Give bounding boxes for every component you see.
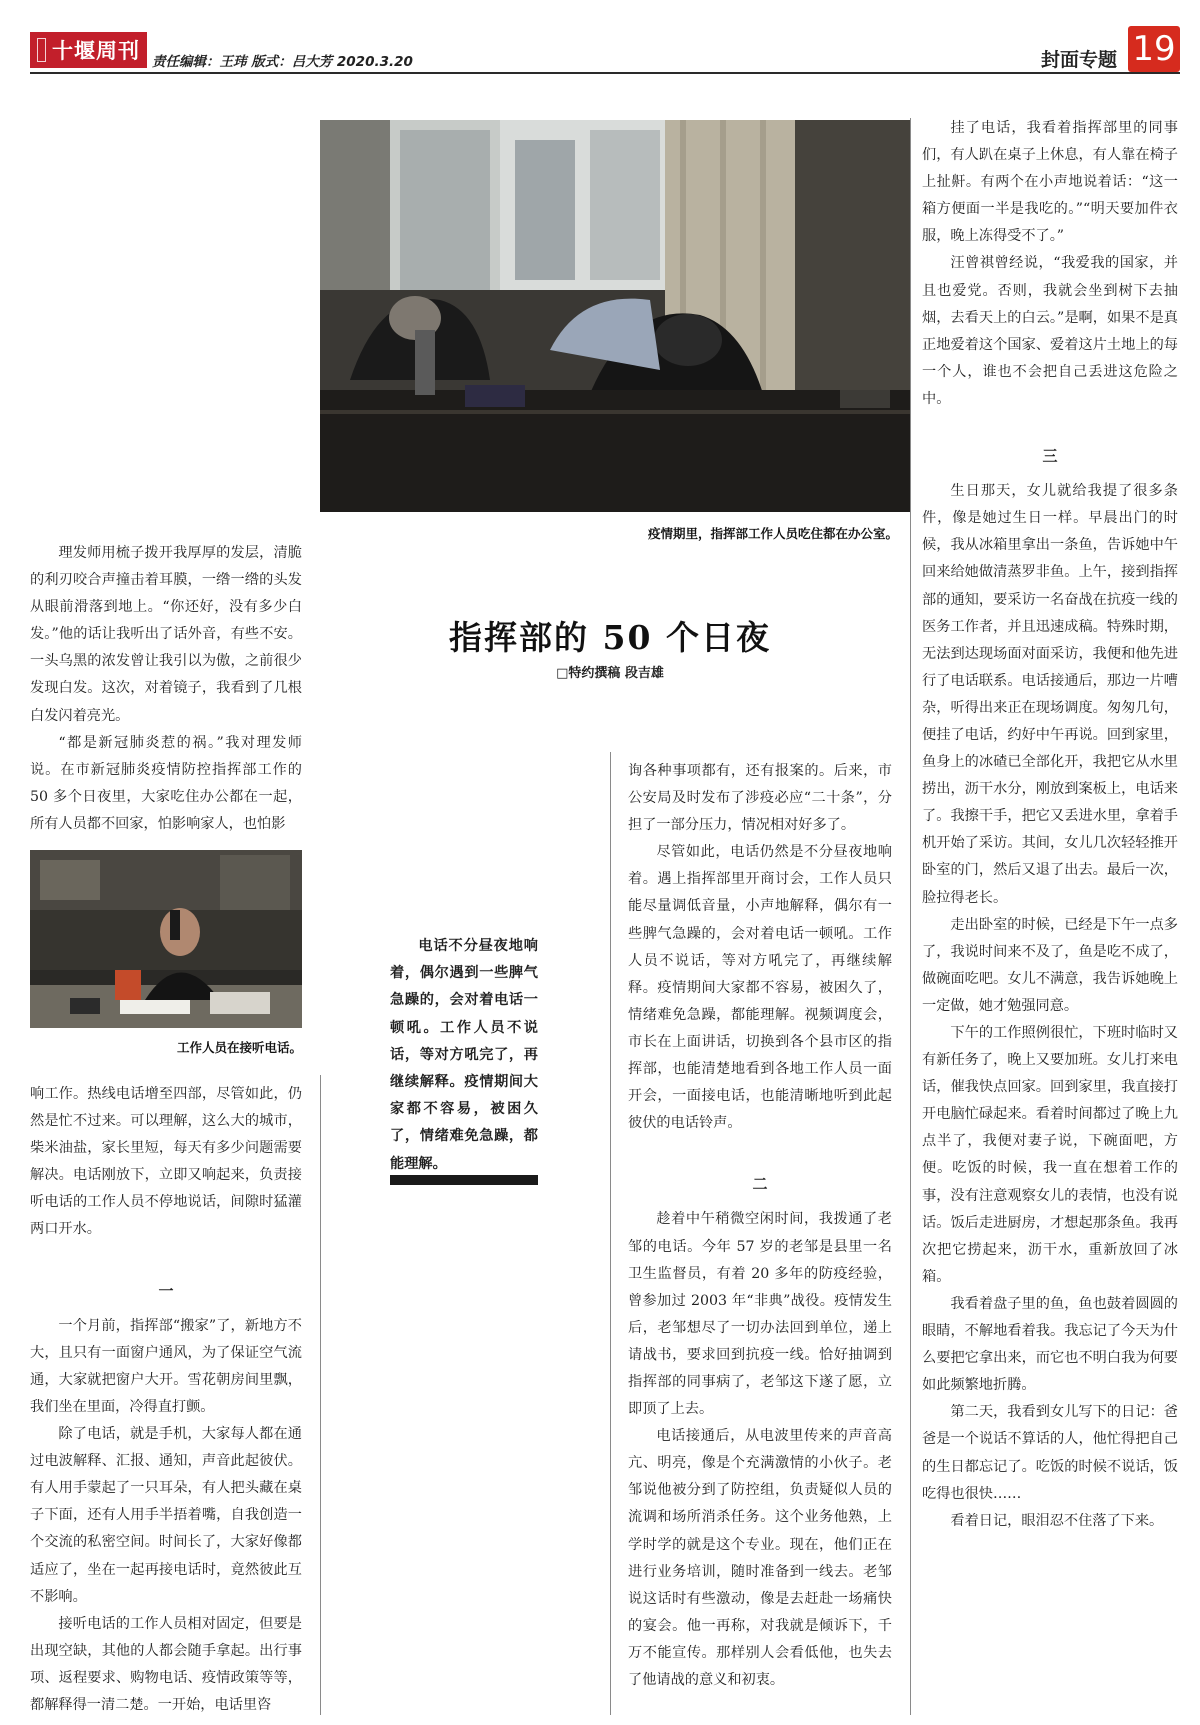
- paragraph: 挂了电话，我看着指挥部里的同事们，有人趴在桌子上休息，有人靠在椅子上扯鼾。有两个在小声地说着话：“这一箱方便面一半是我吃的。”“明天要加件衣服，晚上冻得受不了。”: [922, 120, 1178, 245]
- paragraph: 趁着中午稍微空闲时间，我拨通了老邹的电话。今年 57 岁的老邹是县里一名卫生监督员，有着 20 多年的防疫经验，曾参加过 2003 年“非典”战役。疫情发生后，老邹想尽了一切办法回到单位，递上请战书，要求回到抗疫一线。恰好抽调到指挥部的同事病了，老邹这下遂了愿，立即顶了上去。: [628, 1211, 892, 1418]
- phone-call-photo-icon: [30, 850, 302, 1028]
- paragraph: “都是新冠肺炎惹的祸。”我对理发师说。在市新冠肺炎疫情防控指挥部工作的 50 多个日夜里，大家吃住办公都在一起，所有人员都不回家，怕影响家人，也怕影: [30, 734, 302, 832]
- masthead-logo: [30, 32, 147, 68]
- pull-quote: 电话不分昼夜地响着，偶尔遇到一些脾气急躁的，会对着电话一顿吼。工作人员不说话，等对方吼完了，再继续解释。疫情期间大家都不容易，被困久了，情绪难免急躁，都能理解。: [390, 938, 538, 1172]
- paragraph: 生日那天，女儿就给我提了很多条件，像是她过生日一样。早晨出门的时候，我从冰箱里拿出一条鱼，告诉她中午回来给她做清蒸罗非鱼。上午，接到指挥部的通知，要采访一名奋战在抗疫一线的医务工作者，并且迅速成稿。特殊时期，无法到达现场面对面采访，我便和他先进行了电话联系。电话接通后，那边一片嘈杂，听得出来正在现场调度。匆匆几句，便挂了电话，约好中午再说。回到家里，鱼身上的冰碴已全部化开，我把它从水里捞出，沥干水分，刚放到案板上，电话来了。我擦干手，把它又丢进水里，拿着手机开始了采访。其间，女儿几次轻轻推开卧室的门，然后又退了出去。最后一次，脸拉得老长。: [922, 483, 1178, 906]
- page-number: 19: [1128, 26, 1180, 72]
- paragraph: 汪曾祺曾经说，“我爱我的国家，并且也爱党。否则，我就会坐到树下去抽烟，去看天上的白云。”是啊，如果不是真正地爱着这个国家、爱着这片土地上的每一个人，谁也不会把自己丢进这危险之中。: [922, 255, 1178, 407]
- column-1-top: [30, 540, 302, 838]
- section-label: 封面专题: [1040, 49, 1117, 71]
- paragraph: 响工作。热线电话增至四部，尽管如此，仍然是忙不过来。可以理解，这么大的城市，柴米油盐，家长里短，每天有多少问题需要解决。电话刚放下，立即又响起来，负责接听电话的工作人员不停地说话，间隙时猛灌两口开水。: [30, 1086, 302, 1238]
- paragraph: 我看着盘子里的鱼，鱼也鼓着圆圆的眼睛，不解地看着我。我忘记了今天为什么要把它拿出来，而它也不明白我为何要如此频繁地折腾。: [922, 1295, 1178, 1394]
- paragraph: 尽管如此，电话仍然是不分昼夜地响着。遇上指挥部里开商讨会，工作人员只能尽量调低音量，小声地解释，偶尔有一些脾气急躁的，会对着电话一顿吼。工作人员不说话，等对方吼完了，再继续解释。疫情期间大家都不容易，被困久了，情绪难免急躁，都能理解。视频调度会，市长在上面讲话，切换到各个县市区的指挥部，也能清楚地看到各地工作人员一面开会，一面接电话，也能清晰地听到此起彼伏的电话铃声。: [628, 844, 892, 1132]
- paragraph: 理发师用梳子拨开我厚厚的发层，清脆的利刃咬合声撞击着耳膜，一绺一绺的头发从眼前滑落到地上。“你还好，没有多少白发。”他的话让我听出了话外音，有些不安。一头乌黑的浓发曾让我引以为傲，之前很少发现白发。这次，对着镜子，我看到了几根白发闪着亮光。: [30, 545, 302, 724]
- photo-office-resting: [320, 120, 910, 512]
- paragraph: 看着日记，眼泪忍不住落了下来。: [950, 1512, 1164, 1529]
- photo-small-caption: 工作人员在接听电话。: [176, 1040, 302, 1055]
- paragraph: 一个月前，指挥部“搬家”了，新地方不大，且只有一面窗户通风，为了保证空气流通，大家就把窗户大开。雪花朝房间里飘，我们坐在里面，冷得直打颤。: [30, 1317, 302, 1415]
- pull-quote-bar: [390, 1175, 538, 1185]
- column-divider: [910, 118, 911, 1715]
- paragraph: 电话接通后，从电波里传来的声音高亢、明亮，像是个充满激情的小伙子。老邹说他被分到了防控组，负责疑似人员的流调和场所消杀任务。这个业务他熟，上学时学的就是这个专业。现在，他们正在进行业务培训，随时准备到一线去。老邹说这话时有些激动，像是去赶赴一场痛快的宴会。他一再称，对我就是倾诉下，千万不能宣传。那样别人会看低他，也失去了他请战的意义和初衷。: [628, 1428, 892, 1688]
- section-heading-three: 三: [1042, 447, 1058, 466]
- logo-text: 十堰周刊: [52, 39, 140, 63]
- logo-mark-icon: [37, 38, 46, 62]
- paragraph: 接听电话的工作人员相对固定，但要是出现空缺，其他的人都会随手拿起。出行事项、返程要求、购物电话、疫情政策等等，都解释得一清二楚。一开始，电话里咨: [30, 1615, 302, 1713]
- photo-main-caption: 疫情期里，指挥部工作人员吃住都在办公室。: [647, 526, 898, 541]
- column-divider: [320, 1075, 321, 1715]
- column-1-bottom: [30, 1081, 302, 1719]
- editor-credits: 责任编辑：王玮 版式：吕大芳 2020.3.20: [152, 54, 413, 70]
- photo-phone-call: [30, 850, 302, 1028]
- header-rule: [30, 72, 1180, 74]
- office-photo-icon: [320, 120, 910, 512]
- article-title: 指挥部的 50 个日夜: [449, 618, 771, 657]
- column-4: [922, 115, 1178, 1535]
- paragraph: 下午的工作照例很忙，下班时临时又有新任务了，晚上又要加班。女儿打来电话，催我快点回家。回到家里，我直接打开电脑忙碌起来。看着时间都过了晚上九点半了，我便对妻子说，下碗面吧，方便。吃饭的时候，我一直在想着工作的事，没有注意观察女儿的表情，也没有说话。饭后走进厨房，才想起那条鱼。我再次把它捞起来，沥干水，重新放回了冰箱。: [922, 1025, 1178, 1285]
- paragraph: 除了电话，就是手机，大家每人都在通过电波解释、汇报、通知，声音此起彼伏。有人用手蒙起了一只耳朵，有人把头藏在桌子下面，还有人用手半捂着嘴，自我创造一个交流的私密空间。时间长了，大家好像都适应了，坐在一起再接电话时，竟然彼此互不影响。: [30, 1426, 302, 1605]
- column-3: [628, 758, 892, 1694]
- paragraph: 询各种事项都有，还有报案的。后来，市公安局及时发布了涉疫必应“二十条”，分担了一部分压力，情况相对好多了。: [628, 763, 892, 834]
- column-divider: [610, 752, 611, 1715]
- paragraph: 第二天，我看到女儿写下的日记：爸爸是一个说话不算话的人，他忙得把自己的生日都忘记了。吃饭的时候不说话，饭吃得也很快……: [922, 1404, 1178, 1502]
- article-byline: □特约撰稿 段吉雄: [556, 666, 664, 681]
- paragraph: 走出卧室的时候，已经是下午一点多了，我说时间来不及了，鱼是吃不成了，做碗面吃吧。女儿不满意，我告诉她晚上一定做，她才勉强同意。: [922, 916, 1178, 1014]
- section-heading-two: 二: [752, 1175, 768, 1194]
- section-heading-one: 一: [158, 1281, 174, 1300]
